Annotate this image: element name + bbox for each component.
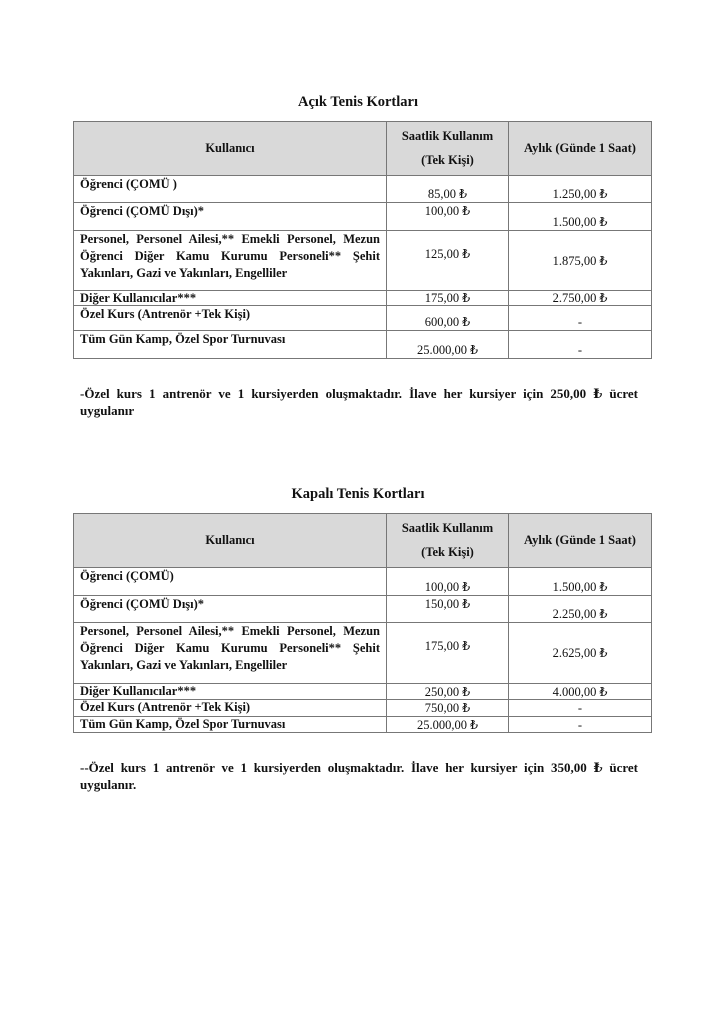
row-user: Tüm Gün Kamp, Özel Spor Turnuvası: [74, 331, 387, 359]
row-user: Diğer Kullanıcılar***: [74, 291, 387, 306]
row-hourly: 85,00 ₺: [387, 176, 509, 203]
row-monthly: 2.625,00 ₺: [509, 623, 652, 684]
row-user: Özel Kurs (Antrenör +Tek Kişi): [74, 306, 387, 331]
row-monthly: 1.875,00 ₺: [509, 231, 652, 291]
row-hourly: 175,00 ₺: [387, 623, 509, 684]
row-monthly: -: [509, 700, 652, 717]
table-header-row: [74, 122, 652, 176]
row-monthly: 1.250,00 ₺: [509, 176, 652, 203]
row-monthly: 2.250,00 ₺: [509, 596, 652, 623]
row-hourly: 750,00 ₺: [387, 700, 509, 717]
row-user: Personel, Personel Ailesi,** Emekli Personel, Mezun Öğrenci Diğer Kamu Kurumu Personeli** Şehit Yakınları, Gazi ve Yakınları, Engelliler: [74, 623, 387, 684]
row-user: Öğrenci (ÇOMÜ): [74, 568, 387, 596]
header-monthly: Aylık (Günde 1 Saat): [509, 122, 652, 176]
header-user: Kullanıcı: [74, 514, 387, 568]
row-hourly: 25.000,00 ₺: [387, 717, 509, 733]
row-user: Öğrenci (ÇOMÜ Dışı)*: [74, 203, 387, 231]
note-line-1: --Özel kurs 1 antrenör ve 1 kursiyerden oluşmaktadır. İlave her kursiyer için 350,00 ₺ ücret: [80, 760, 638, 775]
header-monthly: Aylık (Günde 1 Saat): [509, 514, 652, 568]
table-row: [74, 203, 652, 231]
row-user: Özel Kurs (Antrenör +Tek Kişi): [74, 700, 387, 717]
table-row: [74, 231, 652, 291]
outdoor-courts-title: Açık Tenis Kortları: [297, 94, 419, 110]
indoor-courts-price-table: [73, 513, 652, 733]
row-hourly: 175,00 ₺: [387, 291, 509, 306]
header-hourly-line1: Saatlik Kullanım: [401, 129, 494, 143]
table-row: [74, 596, 652, 623]
header-hourly: [387, 122, 509, 176]
row-hourly: 100,00 ₺: [387, 568, 509, 596]
outdoor-courts-price-table: [73, 121, 652, 359]
header-hourly-line2: (Tek Kişi): [421, 153, 474, 167]
table-row: [74, 568, 652, 596]
row-hourly: 250,00 ₺: [387, 684, 509, 700]
header-hourly-line2: (Tek Kişi): [421, 545, 474, 559]
row-monthly: -: [509, 331, 652, 359]
table-row: [74, 623, 652, 684]
note-line-1: -Özel kurs 1 antrenör ve 1 kursiyerden oluşmaktadır. İlave her kursiyer için 250,00 ₺ ücret: [80, 386, 638, 401]
table-row: [74, 684, 652, 700]
note-line-2: uygulanır.: [80, 777, 137, 792]
table-header-row: [74, 514, 652, 568]
note-line-2: uygulanır: [80, 403, 135, 418]
row-hourly: 125,00 ₺: [387, 231, 509, 291]
row-monthly: 1.500,00 ₺: [509, 203, 652, 231]
row-monthly: -: [509, 306, 652, 331]
row-monthly: 4.000,00 ₺: [509, 684, 652, 700]
row-monthly: -: [509, 717, 652, 733]
row-user: Öğrenci (ÇOMÜ Dışı)*: [74, 596, 387, 623]
table-row: [74, 331, 652, 359]
row-monthly: 2.750,00 ₺: [509, 291, 652, 306]
row-user: Tüm Gün Kamp, Özel Spor Turnuvası: [74, 717, 387, 733]
table-row: [74, 291, 652, 306]
header-hourly: [387, 514, 509, 568]
table-row: [74, 176, 652, 203]
indoor-courts-note: [80, 759, 638, 793]
row-hourly: 150,00 ₺: [387, 596, 509, 623]
row-user: Öğrenci (ÇOMÜ ): [74, 176, 387, 203]
row-hourly: 25.000,00 ₺: [387, 331, 509, 359]
header-hourly-line1: Saatlik Kullanım: [401, 521, 494, 535]
table-row: [74, 306, 652, 331]
row-hourly: 100,00 ₺: [387, 203, 509, 231]
row-monthly: 1.500,00 ₺: [509, 568, 652, 596]
row-user: Personel, Personel Ailesi,** Emekli Personel, Mezun Öğrenci Diğer Kamu Kurumu Personeli** Şehit Yakınları, Gazi ve Yakınları, Engelliler: [74, 231, 387, 291]
table-row: [74, 717, 652, 733]
outdoor-courts-note: [80, 385, 638, 419]
row-user: Diğer Kullanıcılar***: [74, 684, 387, 700]
header-user: Kullanıcı: [74, 122, 387, 176]
indoor-courts-title: Kapalı Tenis Kortları: [291, 486, 425, 502]
table-row: [74, 700, 652, 717]
row-hourly: 600,00 ₺: [387, 306, 509, 331]
